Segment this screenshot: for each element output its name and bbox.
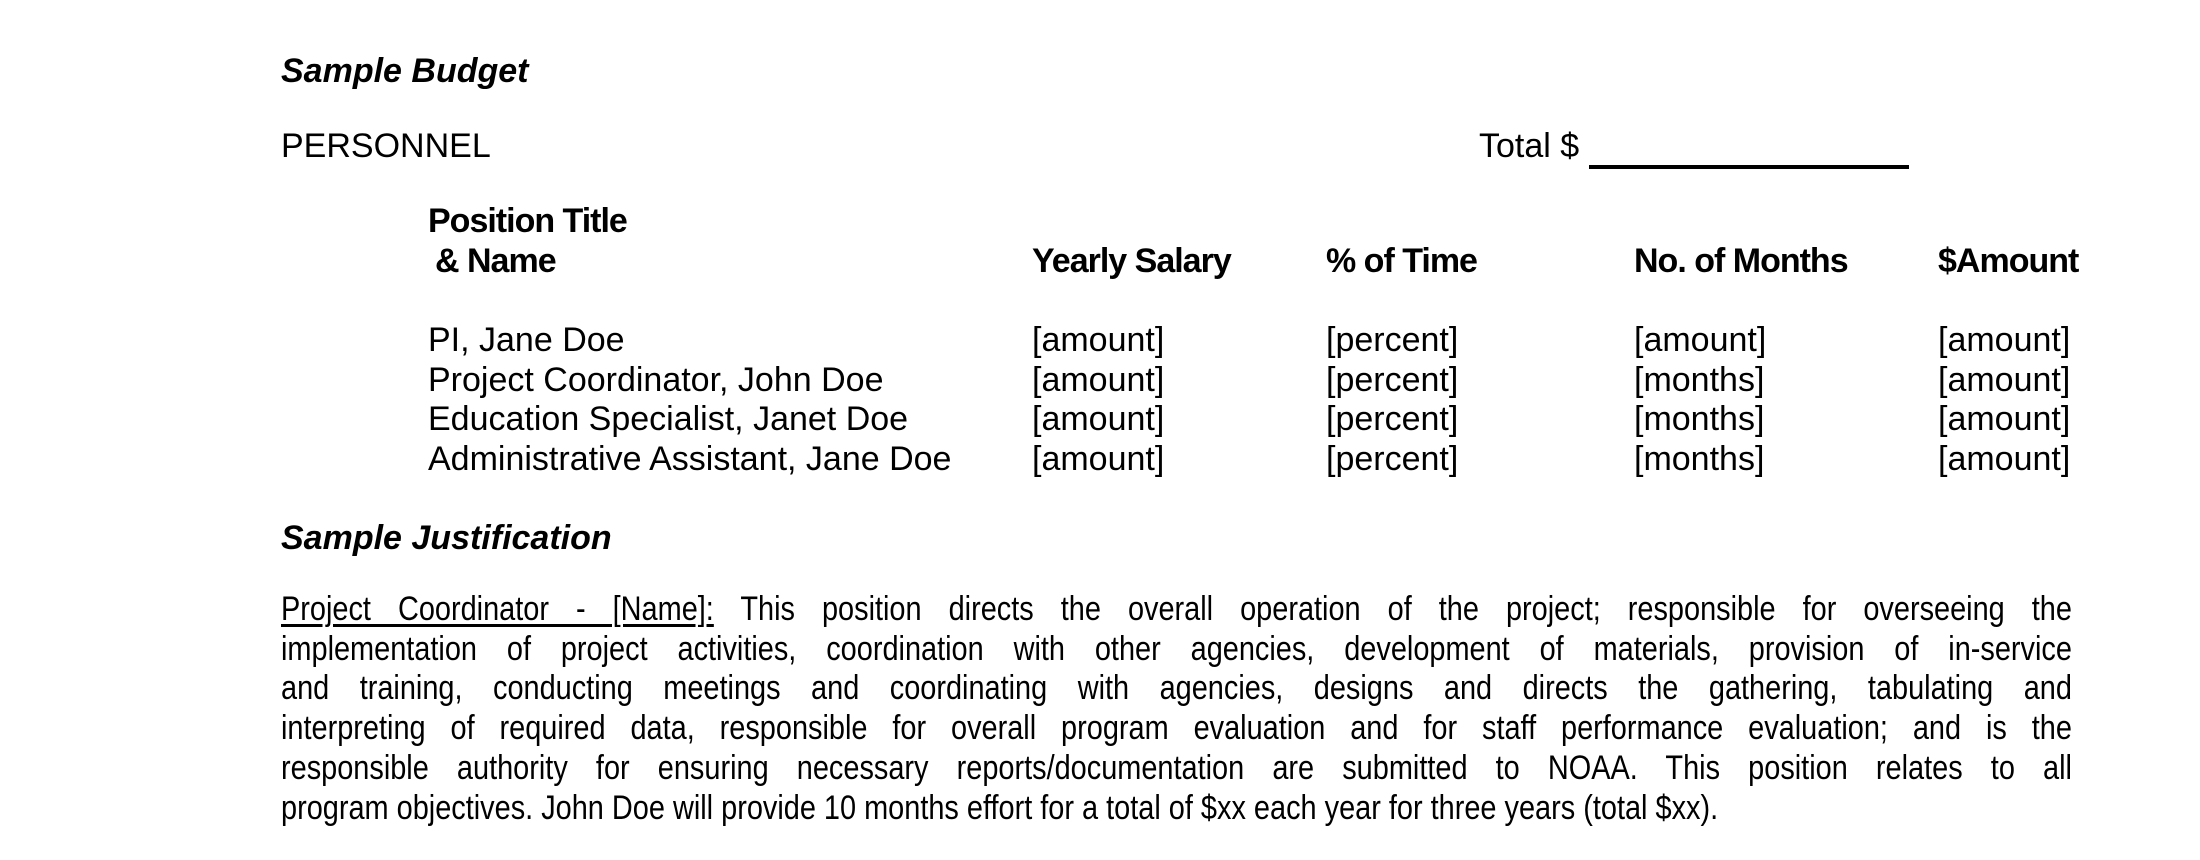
personnel-budget-table-header xyxy=(428,202,2178,281)
paragraph-line: program objectives. John Doe will provide 10 months effort for a total of $xx each year for three years (total $xx). xyxy=(281,788,1719,827)
section-heading-sample-justification: Sample Justification xyxy=(281,519,612,557)
justification-paragraph xyxy=(281,590,2072,828)
cell-position: Project Coordinator, John Doe xyxy=(428,360,884,399)
paragraph-line: and training, conducting meetings and coordinating with agencies, designs and directs the gathering, tabulating and xyxy=(281,669,2072,708)
cell-position: Education Specialist, Janet Doe xyxy=(428,400,909,439)
column-header-no-of-months-label: No. of Months xyxy=(1634,241,1848,280)
document-title: Sample Budget xyxy=(281,52,529,90)
cell-no-of-months: [months] xyxy=(1634,400,1765,439)
cell-amount: [amount] xyxy=(1938,440,2071,479)
section-heading-personnel: PERSONNEL xyxy=(281,127,491,165)
cell-pct-of-time: [percent] xyxy=(1326,321,1459,359)
paragraph-line: interpreting of required data, responsible for overall program evaluation and for staff performance evaluation; and is the xyxy=(281,709,2072,748)
justification-lead-underlined: Project Coordinator - [Name]: xyxy=(281,590,714,628)
column-header-no-of-months xyxy=(1634,202,1938,281)
cell-position: PI, Jane Doe xyxy=(428,321,625,359)
column-header-pct-of-time-label: % of Time xyxy=(1326,241,1477,280)
cell-no-of-months: [months] xyxy=(1634,440,1765,479)
table-row xyxy=(428,440,2178,480)
table-row xyxy=(428,361,2178,401)
column-header-pct-of-time xyxy=(1326,202,1634,281)
cell-yearly-salary: [amount] xyxy=(1032,400,1165,439)
table-row xyxy=(428,321,2178,361)
column-header-amount-label: $Amount xyxy=(1938,241,2079,280)
paragraph-line: responsible authority for ensuring necessary reports/documentation are submitted to NOAA. This position relates to all xyxy=(281,748,2072,787)
total-field xyxy=(1479,127,1909,169)
cell-amount: [amount] xyxy=(1938,321,2071,359)
paragraph-line: implementation of project activities, coordination with other agencies, development of materials, provision of in-service xyxy=(281,629,2072,668)
cell-amount: [amount] xyxy=(1938,360,2071,399)
cell-no-of-months: [amount] xyxy=(1634,321,1767,359)
table-row xyxy=(428,400,2178,440)
personnel-budget-table-body xyxy=(428,321,2178,480)
column-header-position xyxy=(428,202,1032,281)
cell-position: Administrative Assistant, Jane Doe xyxy=(428,440,952,479)
column-header-position-line2: & Name xyxy=(435,241,556,280)
paragraph-line-text: This position directs the overall operation of the project; responsible for overseeing the xyxy=(740,590,2072,628)
cell-yearly-salary: [amount] xyxy=(1032,440,1165,479)
cell-pct-of-time: [percent] xyxy=(1326,360,1459,399)
cell-pct-of-time: [percent] xyxy=(1326,400,1459,439)
column-header-yearly-salary-label: Yearly Salary xyxy=(1032,241,1231,280)
column-header-amount xyxy=(1938,202,2178,281)
total-label: Total $ xyxy=(1479,127,1580,165)
cell-pct-of-time: [percent] xyxy=(1326,440,1459,479)
cell-yearly-salary: [amount] xyxy=(1032,360,1165,399)
column-header-yearly-salary xyxy=(1032,202,1326,281)
total-amount-blank xyxy=(1589,131,1909,169)
column-header-position-line1: Position Title xyxy=(428,201,627,240)
cell-yearly-salary: [amount] xyxy=(1032,321,1165,359)
cell-no-of-months: [months] xyxy=(1634,360,1765,399)
paragraph-line xyxy=(281,590,2072,630)
cell-amount: [amount] xyxy=(1938,400,2071,439)
